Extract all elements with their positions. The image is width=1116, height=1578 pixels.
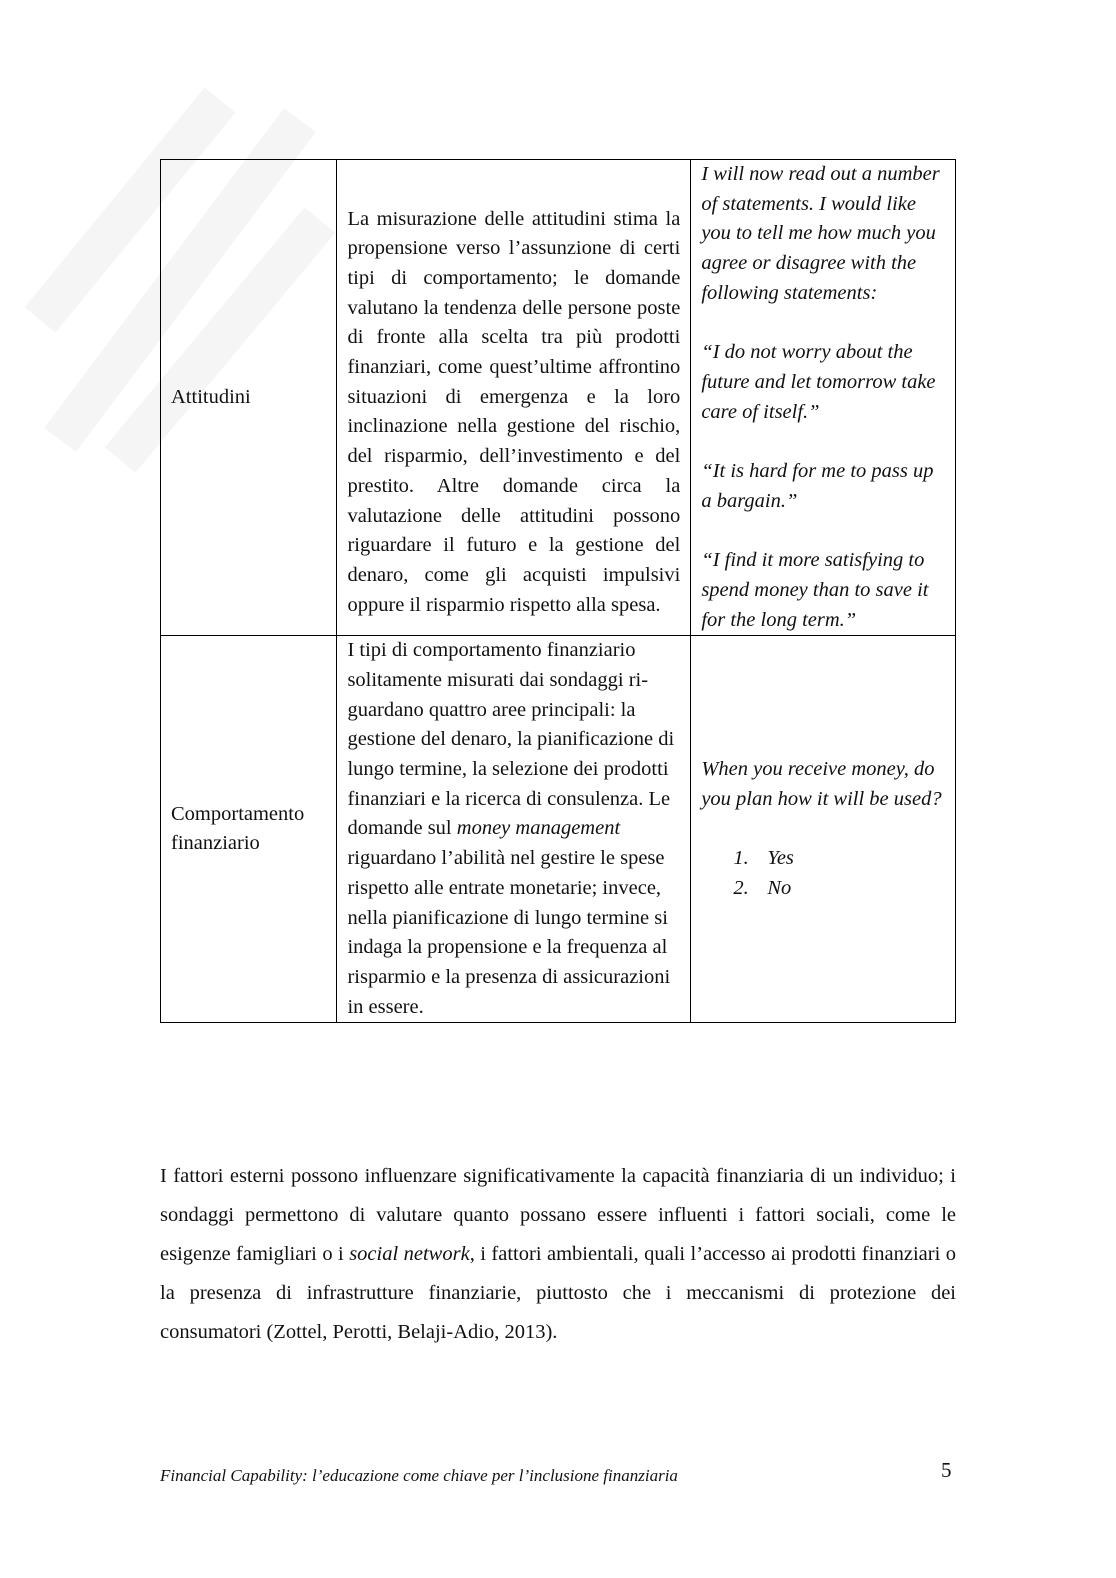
description-text: La misurazione delle attitudini stima la propensione verso l’assunzione di certi tipi di comportamento; le domande valutano la tendenza delle persone poste di fronte alla scelta tra più prodotti finanziari, come quest’ultime affrontino situazioni di emergenza e la loro inclinazione nella gestione del rischio, del risparmio, dell’investimento e del prestito. Altre domande circa la valutazione delle attitudini possono riguardare il futuro e la gestione del denaro, come gli acquisti impulsivi oppure il risparmio rispetto alla spesa. — [347, 207, 681, 616]
paragraph-text-part: I fattori esterni possono influenzare significativamente la capacità finanziaria di un individuo; i sondaggi permettono di valutare quanto possano essere influenti i fattori sociali, come le esigenze famigliari o i — [160, 1165, 956, 1265]
category-cell — [161, 160, 337, 636]
question-cell — [691, 160, 956, 636]
description-text-part: riguardano l’abilità nel gestire le spese rispetto alle entrate monetarie; invece, nella pianificazione di lungo termine si indaga la propensione e la frequenza al risparmio e la presenza di assicurazioni in essere. — [347, 847, 671, 1018]
description-cell — [337, 636, 691, 1023]
option-label: No — [767, 876, 792, 899]
answer-options — [701, 844, 945, 903]
option-label: Yes — [767, 847, 794, 870]
description-italic-term: money management — [456, 817, 621, 840]
option-number: 1. — [733, 847, 749, 870]
statement-item: “I do not worry about the future and let tomorrow take care of itself.” — [701, 341, 936, 423]
survey-table — [160, 159, 956, 1023]
answer-option — [733, 874, 945, 904]
footer-title: Financial Capability: l’educazione come chiave per l’inclusione finanziaria — [160, 1466, 678, 1485]
category-label: Attitudini — [171, 385, 251, 408]
category-cell — [161, 636, 337, 1023]
body-paragraph — [160, 1157, 956, 1352]
table-row — [161, 160, 956, 636]
paragraph-italic-term: social network — [349, 1243, 470, 1265]
statement-item: “I find it more satisfying to spend money than to save it for the long term.” — [701, 549, 929, 631]
description-cell — [337, 160, 691, 636]
table-row — [161, 636, 956, 1023]
category-label: Comportamento finanziario — [171, 802, 305, 855]
option-number: 2. — [733, 876, 749, 899]
paragraph-text-part: , i fattori ambientali, quali l’accesso ai prodotti finanziari o la presenza di infrastrutture finanziarie, piuttosto che i meccanismi di protezione dei consumatori (Zottel, Perotti, Belaji-Adio, 2013). — [160, 1243, 957, 1343]
question-cell — [691, 636, 956, 1023]
question-text: When you receive money, do you plan how it will be used? — [701, 758, 942, 810]
page-number: 5 — [941, 1458, 952, 1482]
description-text-part: I tipi di comportamento finanziario solitamente misurati dai sondaggi riguardano quattro aree principali: la gestione del denaro, la pianificazione di lungo termine, la selezione dei prodotti finanziari e la ricerca di consulenza. Le domande sul — [347, 639, 675, 840]
question-intro: I will now read out a number of statements. I would like you to tell me how much you agree or disagree with the following statements: — [701, 163, 940, 304]
statement-item: “It is hard for me to pass up a bargain.” — [701, 460, 934, 512]
answer-option — [733, 844, 945, 874]
